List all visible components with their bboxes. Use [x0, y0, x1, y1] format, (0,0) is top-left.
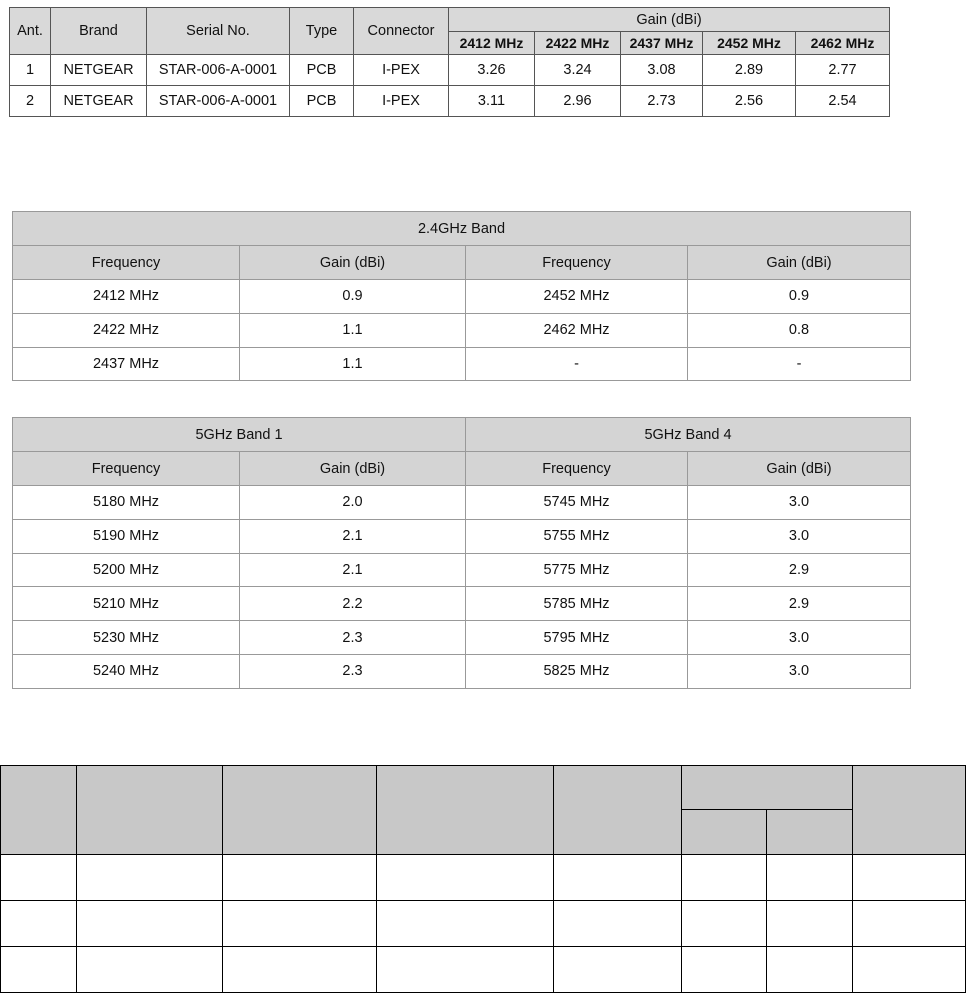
blank-cell	[853, 901, 966, 947]
band-title-left: 5GHz Band 1	[13, 418, 466, 452]
cell-gain: 1.1	[240, 313, 466, 347]
blank-cell	[77, 901, 223, 947]
table-row	[13, 486, 911, 520]
band-title-right: 5GHz Band 4	[466, 418, 911, 452]
blank-header-cell	[554, 766, 682, 855]
table-row	[13, 654, 911, 688]
cell-frequency: 5200 MHz	[13, 553, 240, 587]
blank-cell	[853, 855, 966, 901]
cell-gain: 0.8	[688, 313, 911, 347]
blank-cell	[554, 901, 682, 947]
blank-table	[0, 765, 966, 993]
table-row	[10, 86, 890, 117]
blank-cell	[223, 947, 377, 993]
blank-cell	[223, 901, 377, 947]
cell-frequency: 5755 MHz	[466, 519, 688, 553]
cell-gain: 3.24	[535, 55, 621, 86]
header-freq: 2412 MHz	[449, 32, 535, 55]
cell-gain: 2.89	[703, 55, 796, 86]
blank-cell	[767, 901, 853, 947]
cell-frequency: 5240 MHz	[13, 654, 240, 688]
band-5ghz-table	[12, 417, 911, 689]
cell-gain: 1.1	[240, 347, 466, 381]
cell-frequency: 5230 MHz	[13, 621, 240, 655]
blank-cell	[554, 947, 682, 993]
cell-gain: 3.0	[688, 654, 911, 688]
blank-cell	[682, 901, 767, 947]
col-gain: Gain (dBi)	[240, 246, 466, 280]
table-row	[13, 553, 911, 587]
blank-cell	[77, 947, 223, 993]
header-ant: Ant.	[10, 8, 51, 55]
cell-connector: I-PEX	[354, 55, 449, 86]
cell-frequency: -	[466, 347, 688, 381]
blank-cell	[1, 855, 77, 901]
cell-gain: 3.0	[688, 621, 911, 655]
col-frequency: Frequency	[466, 452, 688, 486]
header-connector: Connector	[354, 8, 449, 55]
blank-cell	[77, 855, 223, 901]
cell-gain: 2.2	[240, 587, 466, 621]
blank-cell	[554, 855, 682, 901]
blank-cell	[223, 855, 377, 901]
cell-gain: 3.11	[449, 86, 535, 117]
header-gain: Gain (dBi)	[449, 8, 890, 32]
blank-cell	[377, 901, 554, 947]
cell-frequency: 2422 MHz	[13, 313, 240, 347]
cell-gain: 2.77	[796, 55, 890, 86]
header-type: Type	[290, 8, 354, 55]
table-row	[10, 55, 890, 86]
cell-gain: 0.9	[240, 280, 466, 314]
cell-serial: STAR-006-A-0001	[147, 55, 290, 86]
table-row	[13, 519, 911, 553]
cell-gain: 2.9	[688, 553, 911, 587]
cell-ant: 1	[10, 55, 51, 86]
table-row	[13, 347, 911, 381]
band-title: 2.4GHz Band	[13, 212, 911, 246]
blank-cell	[767, 947, 853, 993]
cell-gain: 2.3	[240, 621, 466, 655]
cell-connector: I-PEX	[354, 86, 449, 117]
cell-gain: 3.0	[688, 519, 911, 553]
cell-frequency: 5180 MHz	[13, 486, 240, 520]
cell-gain: 2.56	[703, 86, 796, 117]
header-freq: 2437 MHz	[621, 32, 703, 55]
header-brand: Brand	[51, 8, 147, 55]
blank-header-cell	[682, 766, 853, 810]
cell-gain: 2.54	[796, 86, 890, 117]
blank-cell	[853, 947, 966, 993]
cell-gain: 2.0	[240, 486, 466, 520]
table-row	[1, 855, 966, 901]
cell-frequency: 5210 MHz	[13, 587, 240, 621]
cell-frequency: 5745 MHz	[466, 486, 688, 520]
blank-cell	[377, 947, 554, 993]
cell-gain: 2.96	[535, 86, 621, 117]
cell-gain: 3.08	[621, 55, 703, 86]
cell-frequency: 2452 MHz	[466, 280, 688, 314]
cell-frequency: 5775 MHz	[466, 553, 688, 587]
antenna-gain-table	[9, 7, 890, 117]
col-frequency: Frequency	[13, 452, 240, 486]
cell-frequency: 5825 MHz	[466, 654, 688, 688]
blank-header-cell	[377, 766, 554, 855]
cell-gain: 2.73	[621, 86, 703, 117]
cell-gain: -	[688, 347, 911, 381]
cell-gain: 3.0	[688, 486, 911, 520]
col-frequency: Frequency	[13, 246, 240, 280]
col-gain: Gain (dBi)	[688, 452, 911, 486]
col-gain: Gain (dBi)	[240, 452, 466, 486]
blank-header-cell	[682, 810, 767, 855]
header-serial: Serial No.	[147, 8, 290, 55]
cell-frequency: 2462 MHz	[466, 313, 688, 347]
table-row	[13, 280, 911, 314]
cell-frequency: 2437 MHz	[13, 347, 240, 381]
band-24ghz-table	[12, 211, 911, 381]
cell-brand: NETGEAR	[51, 86, 147, 117]
col-frequency: Frequency	[466, 246, 688, 280]
cell-gain: 2.1	[240, 519, 466, 553]
header-freq: 2452 MHz	[703, 32, 796, 55]
header-freq: 2462 MHz	[796, 32, 890, 55]
cell-gain: 2.1	[240, 553, 466, 587]
cell-frequency: 5795 MHz	[466, 621, 688, 655]
blank-header-cell	[77, 766, 223, 855]
table-row	[1, 901, 966, 947]
cell-frequency: 2412 MHz	[13, 280, 240, 314]
blank-header-cell	[767, 810, 853, 855]
blank-header-cell	[1, 766, 77, 855]
cell-ant: 2	[10, 86, 51, 117]
blank-cell	[682, 855, 767, 901]
cell-brand: NETGEAR	[51, 55, 147, 86]
col-gain: Gain (dBi)	[688, 246, 911, 280]
cell-type: PCB	[290, 55, 354, 86]
cell-frequency: 5785 MHz	[466, 587, 688, 621]
table-row	[1, 947, 966, 993]
cell-serial: STAR-006-A-0001	[147, 86, 290, 117]
blank-cell	[1, 901, 77, 947]
blank-cell	[682, 947, 767, 993]
cell-gain: 3.26	[449, 55, 535, 86]
blank-header-cell	[223, 766, 377, 855]
blank-header-cell	[853, 766, 966, 855]
cell-type: PCB	[290, 86, 354, 117]
table-row	[13, 587, 911, 621]
blank-cell	[1, 947, 77, 993]
blank-cell	[377, 855, 554, 901]
header-freq: 2422 MHz	[535, 32, 621, 55]
table-row	[13, 313, 911, 347]
cell-frequency: 5190 MHz	[13, 519, 240, 553]
cell-gain: 2.9	[688, 587, 911, 621]
cell-gain: 0.9	[688, 280, 911, 314]
blank-cell	[767, 855, 853, 901]
cell-gain: 2.3	[240, 654, 466, 688]
table-row	[13, 621, 911, 655]
